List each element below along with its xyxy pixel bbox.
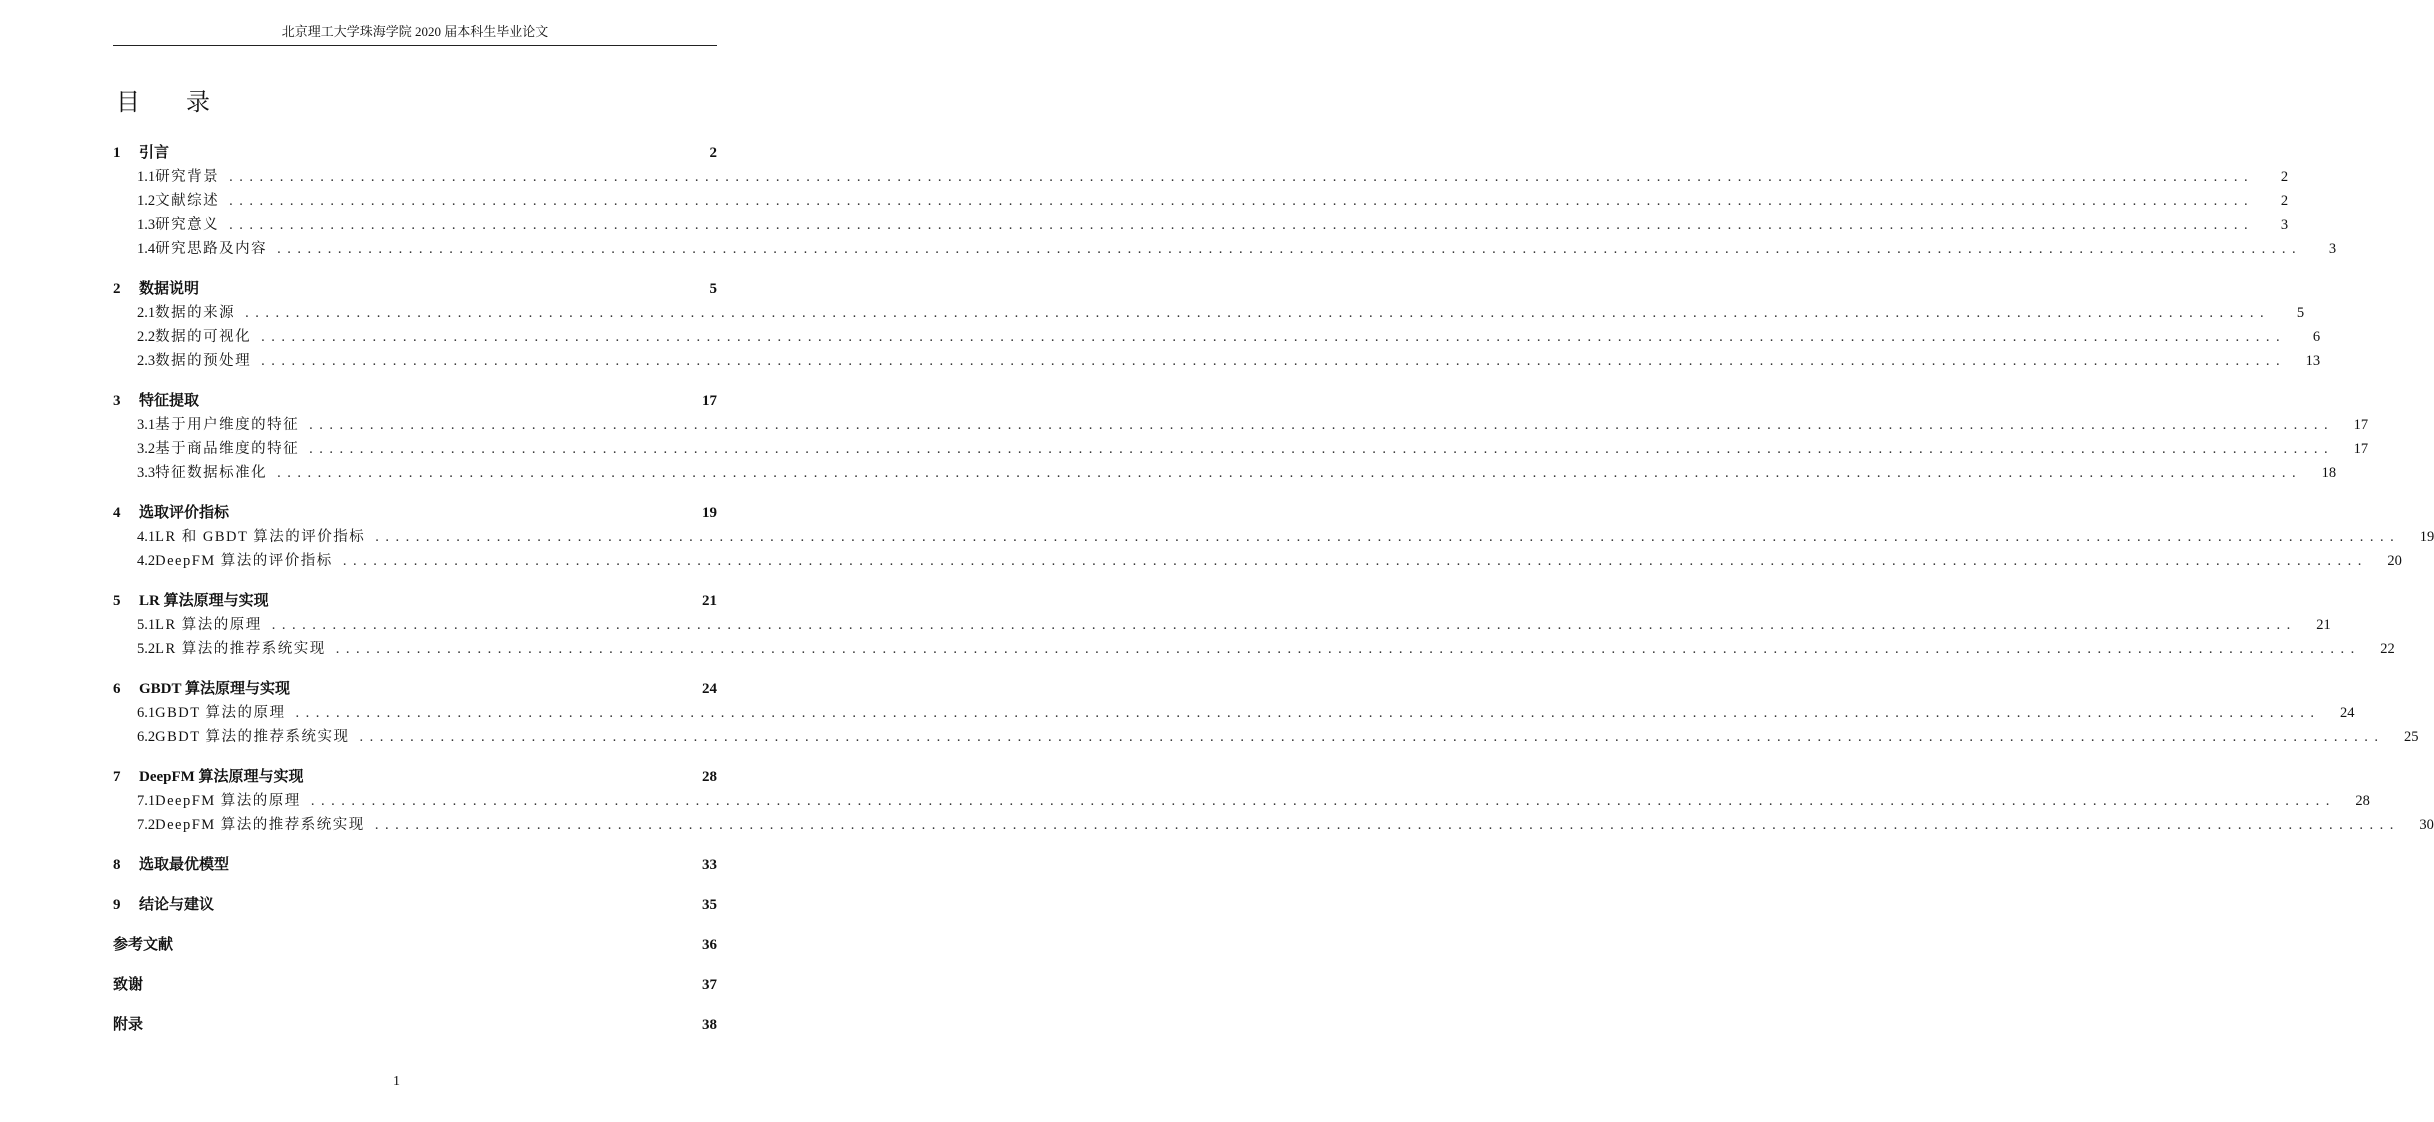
section-page-number: 3 bbox=[2328, 241, 2337, 257]
toc-section-entry[interactable] bbox=[113, 413, 2369, 437]
dot-leader: ........................................................................................................................................................................................................ bbox=[295, 705, 2321, 721]
toc-section-entry[interactable] bbox=[113, 349, 2321, 373]
section-number: 2.1 bbox=[137, 305, 156, 321]
dot-leader: ........................................................................................................................................................................................................ bbox=[245, 305, 2271, 321]
chapter-title: DeepFM 算法原理与实现 bbox=[139, 769, 304, 785]
toc-section-entry[interactable] bbox=[113, 237, 2337, 261]
dot-leader: ........................................................................................................................................................................................................ bbox=[261, 353, 2287, 369]
chapter-title: 结论与建议 bbox=[139, 897, 215, 913]
dot-leader: ........................................................................................................................................................................................................ bbox=[229, 217, 2255, 233]
toc-section-entry[interactable] bbox=[113, 301, 2305, 325]
section-title: DeepFM 算法的原理 bbox=[155, 793, 301, 809]
section-number: 2.2 bbox=[137, 329, 156, 345]
dot-leader: ........................................................................................................................................................................................................ bbox=[309, 441, 2335, 457]
toc-chapter-entry[interactable] bbox=[113, 501, 717, 525]
section-page-number: 28 bbox=[2355, 793, 2370, 809]
toc-section-entry[interactable] bbox=[113, 213, 2289, 237]
chapter-title: GBDT 算法原理与实现 bbox=[139, 681, 290, 697]
dot-leader: ........................................................................................................................................................................................................ bbox=[261, 329, 2287, 345]
chapter-page-number: 19 bbox=[702, 505, 717, 521]
section-title: 研究意义 bbox=[155, 217, 220, 233]
chapter-title: 特征提取 bbox=[139, 393, 200, 409]
chapter-page-number: 38 bbox=[702, 1017, 717, 1033]
section-page-number: 13 bbox=[2305, 353, 2321, 369]
section-title: LR 算法的推荐系统实现 bbox=[155, 641, 326, 657]
chapter-title: 引言 bbox=[139, 145, 170, 161]
section-page-number: 2 bbox=[2280, 193, 2289, 209]
section-number: 7.2 bbox=[137, 817, 156, 833]
toc-chapter-entry[interactable] bbox=[113, 1013, 717, 1037]
chapter-number: 7 bbox=[113, 769, 121, 785]
dot-leader: ........................................................................................................................................................................................................ bbox=[277, 465, 2303, 481]
dot-leader: ........................................................................................................................................................................................................ bbox=[229, 193, 2255, 209]
toc-section-entry[interactable] bbox=[113, 165, 2289, 189]
section-page-number: 19 bbox=[2419, 529, 2434, 545]
dot-leader: ........................................................................................................................................................................................................ bbox=[375, 529, 2401, 545]
toc-section-entry[interactable] bbox=[113, 725, 2419, 749]
toc-section-entry[interactable] bbox=[113, 189, 2289, 213]
chapter-title: 致谢 bbox=[113, 977, 144, 993]
chapter-page-number: 33 bbox=[702, 857, 717, 873]
toc-chapter-entry[interactable] bbox=[113, 765, 717, 789]
dot-leader: ........................................................................................................................................................................................................ bbox=[310, 793, 2336, 809]
running-header: 北京理工大学珠海学院 2020 届本科生毕业论文 bbox=[113, 22, 717, 46]
section-number: 3.1 bbox=[137, 417, 156, 433]
chapter-number: 4 bbox=[113, 505, 121, 521]
chapter-title: 参考文献 bbox=[113, 937, 174, 953]
section-title: 数据的可视化 bbox=[155, 329, 252, 345]
section-page-number: 21 bbox=[2316, 617, 2331, 633]
chapter-page-number: 36 bbox=[702, 937, 717, 953]
toc-title: 目 录 bbox=[116, 90, 230, 116]
dot-leader: ........................................................................................................................................................................................................ bbox=[335, 641, 2361, 657]
section-number: 6.1 bbox=[137, 705, 156, 721]
chapter-page-number: 24 bbox=[702, 681, 717, 697]
section-number: 5.1 bbox=[137, 617, 156, 633]
section-page-number: 17 bbox=[2353, 441, 2369, 457]
section-title: GBDT 算法的原理 bbox=[155, 705, 286, 721]
chapter-number: 5 bbox=[113, 593, 121, 609]
toc-section-entry[interactable] bbox=[113, 549, 2402, 573]
dot-leader: ........................................................................................................................................................................................................ bbox=[342, 553, 2368, 569]
section-title: 数据的来源 bbox=[155, 305, 236, 321]
section-page-number: 25 bbox=[2403, 729, 2419, 745]
toc-section-entry[interactable] bbox=[113, 325, 2321, 349]
section-number: 1.2 bbox=[137, 193, 156, 209]
section-title: GBDT 算法的推荐系统实现 bbox=[155, 729, 350, 745]
chapter-number: 1 bbox=[113, 145, 121, 161]
chapter-number: 8 bbox=[113, 857, 121, 873]
section-page-number: 18 bbox=[2321, 465, 2337, 481]
toc-section-entry[interactable] bbox=[113, 437, 2369, 461]
section-number: 2.3 bbox=[137, 353, 156, 369]
toc-chapter-entry[interactable] bbox=[113, 389, 717, 413]
toc-section-entry[interactable] bbox=[113, 525, 2434, 549]
section-page-number: 24 bbox=[2339, 705, 2355, 721]
section-page-number: 30 bbox=[2419, 817, 2434, 833]
chapter-number: 3 bbox=[113, 393, 121, 409]
section-title: 数据的预处理 bbox=[155, 353, 252, 369]
toc-section-entry[interactable] bbox=[113, 789, 2370, 813]
toc-chapter-entry[interactable] bbox=[113, 933, 717, 957]
section-number: 4.2 bbox=[137, 553, 156, 569]
dot-leader: ........................................................................................................................................................................................................ bbox=[229, 169, 2255, 185]
section-number: 1.1 bbox=[137, 169, 156, 185]
section-title: 研究背景 bbox=[155, 169, 220, 185]
toc-chapter-entry[interactable] bbox=[113, 853, 717, 877]
toc-section-entry[interactable] bbox=[113, 613, 2331, 637]
section-title: 基于商品维度的特征 bbox=[155, 441, 300, 457]
toc-chapter-entry[interactable] bbox=[113, 677, 717, 701]
section-number: 5.2 bbox=[137, 641, 156, 657]
section-page-number: 5 bbox=[2296, 305, 2305, 321]
chapter-title: 选取评价指标 bbox=[139, 505, 230, 521]
section-title: 基于用户维度的特征 bbox=[155, 417, 300, 433]
section-number: 1.4 bbox=[137, 241, 156, 257]
table-of-contents bbox=[113, 141, 2434, 1037]
toc-section-entry[interactable] bbox=[113, 813, 2434, 837]
toc-section-entry[interactable] bbox=[113, 461, 2337, 485]
section-title: DeepFM 算法的评价指标 bbox=[155, 553, 333, 569]
section-page-number: 20 bbox=[2387, 553, 2402, 569]
page-number: 1 bbox=[393, 1074, 400, 1089]
section-title: DeepFM 算法的推荐系统实现 bbox=[155, 817, 365, 833]
chapter-title: 选取最优模型 bbox=[139, 857, 230, 873]
chapter-page-number: 17 bbox=[702, 393, 717, 409]
chapter-page-number: 28 bbox=[702, 769, 717, 785]
chapter-title: 数据说明 bbox=[139, 281, 200, 297]
section-page-number: 17 bbox=[2353, 417, 2369, 433]
section-page-number: 22 bbox=[2380, 641, 2395, 657]
section-title: 文献综述 bbox=[155, 193, 220, 209]
dot-leader: ........................................................................................................................................................................................................ bbox=[374, 817, 2400, 833]
section-page-number: 3 bbox=[2280, 217, 2289, 233]
section-number: 3.3 bbox=[137, 465, 156, 481]
chapter-title: LR 算法原理与实现 bbox=[139, 593, 269, 609]
toc-section-entry[interactable] bbox=[113, 701, 2355, 725]
chapter-number: 9 bbox=[113, 897, 121, 913]
toc-chapter-entry[interactable] bbox=[113, 277, 717, 301]
chapter-number: 6 bbox=[113, 681, 121, 697]
toc-chapter-entry[interactable] bbox=[113, 973, 717, 997]
section-number: 4.1 bbox=[137, 529, 156, 545]
chapter-page-number: 35 bbox=[702, 897, 717, 913]
section-page-number: 6 bbox=[2312, 329, 2321, 345]
section-number: 3.2 bbox=[137, 441, 156, 457]
section-number: 6.2 bbox=[137, 729, 156, 745]
section-title: LR 和 GBDT 算法的评价指标 bbox=[155, 529, 366, 545]
section-number: 1.3 bbox=[137, 217, 156, 233]
section-number: 7.1 bbox=[137, 793, 156, 809]
toc-chapter-entry[interactable] bbox=[113, 141, 717, 165]
chapter-page-number: 37 bbox=[702, 977, 717, 993]
dot-leader: ........................................................................................................................................................................................................ bbox=[277, 241, 2303, 257]
section-title: 研究思路及内容 bbox=[155, 241, 268, 257]
chapter-title: 附录 bbox=[113, 1017, 144, 1033]
toc-chapter-entry[interactable] bbox=[113, 589, 717, 613]
toc-chapter-entry[interactable] bbox=[113, 893, 717, 917]
toc-section-entry[interactable] bbox=[113, 637, 2395, 661]
section-page-number: 2 bbox=[2280, 169, 2289, 185]
section-title: LR 算法的原理 bbox=[155, 617, 262, 633]
chapter-page-number: 21 bbox=[702, 593, 717, 609]
dot-leader: ........................................................................................................................................................................................................ bbox=[309, 417, 2335, 433]
chapter-page-number: 2 bbox=[709, 145, 717, 161]
dot-leader: ........................................................................................................................................................................................................ bbox=[359, 729, 2385, 745]
dot-leader: ........................................................................................................................................................................................................ bbox=[271, 617, 2297, 633]
chapter-number: 2 bbox=[113, 281, 121, 297]
chapter-page-number: 5 bbox=[709, 281, 717, 297]
section-title: 特征数据标准化 bbox=[155, 465, 268, 481]
